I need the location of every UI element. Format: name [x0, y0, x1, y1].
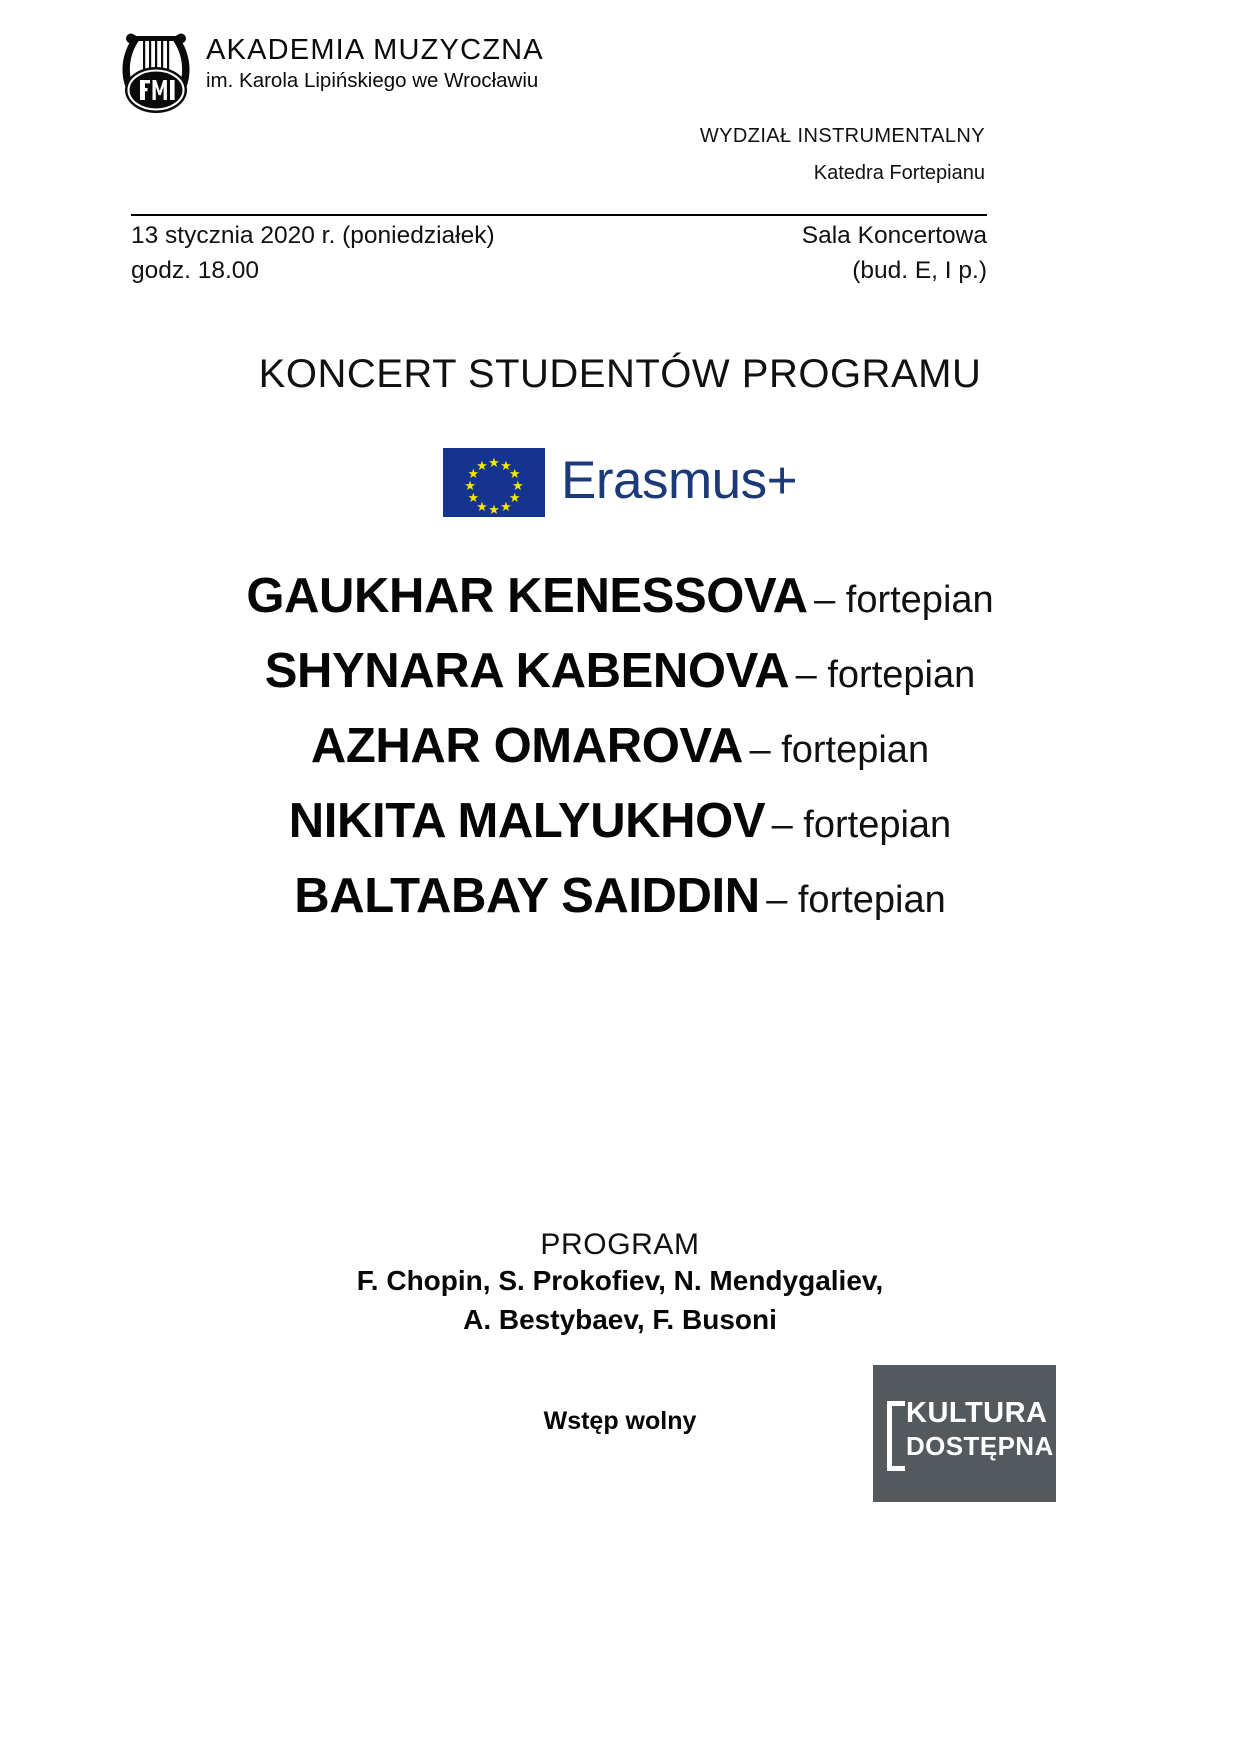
performer-row — [0, 718, 1240, 774]
eu-flag-icon: ★ ★ ★ ★ ★ ★ ★ ★ ★ ★ ★ ★ — [443, 448, 545, 517]
performer-name: SHYNARA KABENOVA — [264, 644, 790, 698]
event-meta-row — [131, 219, 987, 289]
faculty-block — [385, 126, 985, 183]
performer-role: – fortepian — [814, 579, 994, 621]
kultura-dostepna-logo — [873, 1365, 1056, 1502]
erasmus-wordmark: Erasmus+ — [560, 451, 798, 510]
lyre-icon — [118, 18, 194, 118]
performer-role: – fortepian — [795, 654, 976, 696]
erasmus-logo — [0, 448, 1240, 517]
performer-name: AZHAR OMAROVA — [310, 719, 744, 773]
kultura-line-1: KULTURA — [906, 1397, 1048, 1429]
performer-name: NIKITA MALYUKHOV — [288, 794, 766, 848]
performer-row — [0, 643, 1240, 699]
academy-name: AKADEMIA MUZYCZNA — [206, 34, 544, 66]
performer-name: BALTABAY SAIDDIN — [294, 869, 760, 923]
department-name: Katedra Fortepianu — [813, 162, 985, 184]
event-venue: Sala Koncertowa — [801, 222, 987, 249]
event-date: 13 stycznia 2020 r. (poniedziałek) — [131, 222, 495, 249]
program-composers-line-1: F. Chopin, S. Prokofiev, N. Mendygaliev, — [356, 1265, 884, 1296]
event-date-block — [131, 219, 495, 289]
event-venue-block — [802, 219, 987, 289]
performers-list — [0, 568, 1240, 943]
performer-role: – fortepian — [771, 804, 952, 846]
program-composers-line-2: A. Bestybaev, F. Busoni — [463, 1303, 777, 1335]
admission-note: Wstęp wolny — [543, 1407, 697, 1435]
concert-title: KONCERT STUDENTÓW PROGRAMU — [258, 352, 982, 396]
event-time: godz. 18.00 — [131, 256, 260, 284]
performer-name: GAUKHAR KENESSOVA — [246, 569, 808, 623]
performer-role: – fortepian — [766, 879, 946, 921]
performer-row — [0, 568, 1240, 624]
kultura-line-2: DOSTĘPNA — [906, 1431, 1054, 1461]
performer-row — [0, 868, 1240, 924]
performer-row — [0, 793, 1240, 849]
academy-wordmark — [206, 18, 544, 94]
event-venue-detail: (bud. E, I p.) — [852, 256, 987, 284]
academy-logo — [118, 18, 638, 123]
performer-role: – fortepian — [749, 729, 930, 771]
program-block — [0, 1228, 1240, 1339]
bracket-icon — [887, 1401, 905, 1471]
program-heading: PROGRAM — [540, 1228, 700, 1261]
header-divider — [131, 214, 987, 216]
academy-patron-line: im. Karola Lipińskiego we Wrocławiu — [206, 69, 539, 93]
faculty-name: WYDZIAŁ INSTRUMENTALNY — [699, 125, 985, 147]
